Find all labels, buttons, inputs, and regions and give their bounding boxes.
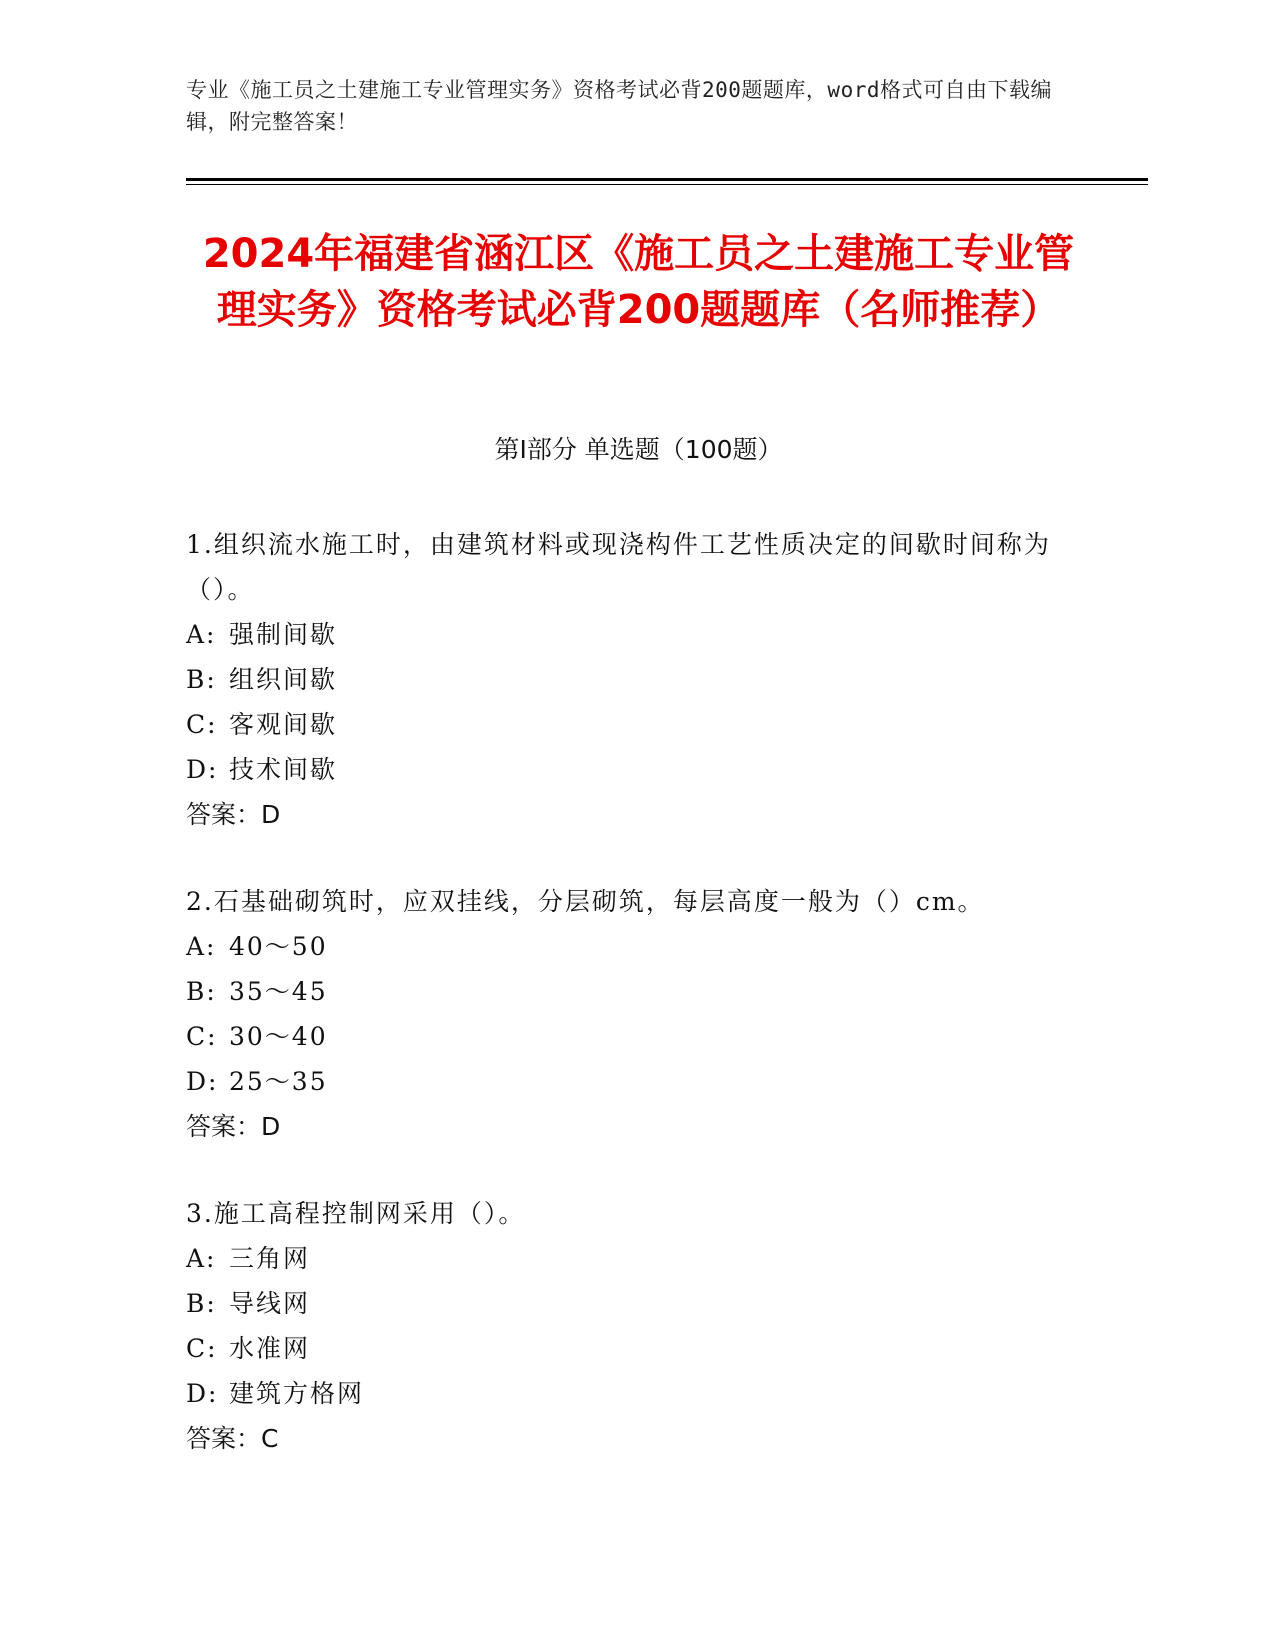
option-text: 35～45 [229,977,328,1006]
option-text: 三角网 [229,1244,311,1273]
option-d [186,747,1066,792]
answer-label: 答案： [186,1112,262,1141]
option-text: 30～40 [229,1022,328,1051]
option-b [186,969,1066,1014]
option-text: 强制间歇 [229,620,338,649]
option-a [186,1236,1066,1281]
option-letter: A: [186,932,217,961]
option-a [186,612,1066,657]
option-text: 组织间歇 [229,665,338,694]
document-title: 2024年福建省涵江区《施工员之土建施工专业管理实务》资格考试必背200题题库（名师推荐） [202,231,1075,333]
part-heading: 第I部分 单选题（100题） [494,435,783,464]
option-letter: A: [186,620,217,649]
option-text: 建筑方格网 [229,1379,365,1408]
header-rule-thick [186,178,1148,181]
answer-value: C [261,1424,279,1453]
option-d [186,1059,1066,1104]
question-1 [186,522,1066,837]
option-c [186,1326,1066,1371]
option-text: 25～35 [229,1067,328,1096]
question-text: 1.组织流水施工时，由建筑材料或现浇构件工艺性质决定的间歇时间称为（）。 [186,530,1051,604]
answer-line [186,792,1066,837]
option-a [186,924,1066,969]
option-text: 水准网 [229,1334,311,1363]
option-b [186,657,1066,702]
option-letter: D: [186,1379,219,1408]
option-letter: C: [186,710,218,739]
question-text: 2.石基础砌筑时，应双挂线，分层砌筑，每层高度一般为（）cm。 [186,887,985,916]
answer-value: D [261,800,281,829]
question-3 [186,1191,1066,1461]
answer-line [186,1416,1066,1461]
answer-line [186,1104,1066,1149]
option-letter: B: [186,1289,217,1318]
answer-label: 答案： [186,800,262,829]
option-letter: B: [186,977,217,1006]
answer-value: D [261,1112,281,1141]
header-note: 专业《施工员之土建施工专业管理实务》资格考试必背200题题库，word格式可自由下载编辑，附完整答案！ [186,78,1052,134]
option-text: 40～50 [229,932,328,961]
option-text: 导线网 [229,1289,311,1318]
option-letter: D: [186,755,219,784]
question-text: 3.施工高程控制网采用（）。 [186,1199,526,1228]
answer-label: 答案： [186,1424,262,1453]
option-c [186,1014,1066,1059]
header-rule-thin [186,184,1148,185]
option-c [186,702,1066,747]
option-letter: C: [186,1022,218,1051]
option-d [186,1371,1066,1416]
option-letter: C: [186,1334,218,1363]
option-letter: A: [186,1244,217,1273]
option-b [186,1281,1066,1326]
option-letter: B: [186,665,217,694]
question-2 [186,879,1066,1149]
option-letter: D: [186,1067,219,1096]
option-text: 技术间歇 [229,755,338,784]
option-text: 客观间歇 [229,710,338,739]
question-list [186,522,1066,1503]
